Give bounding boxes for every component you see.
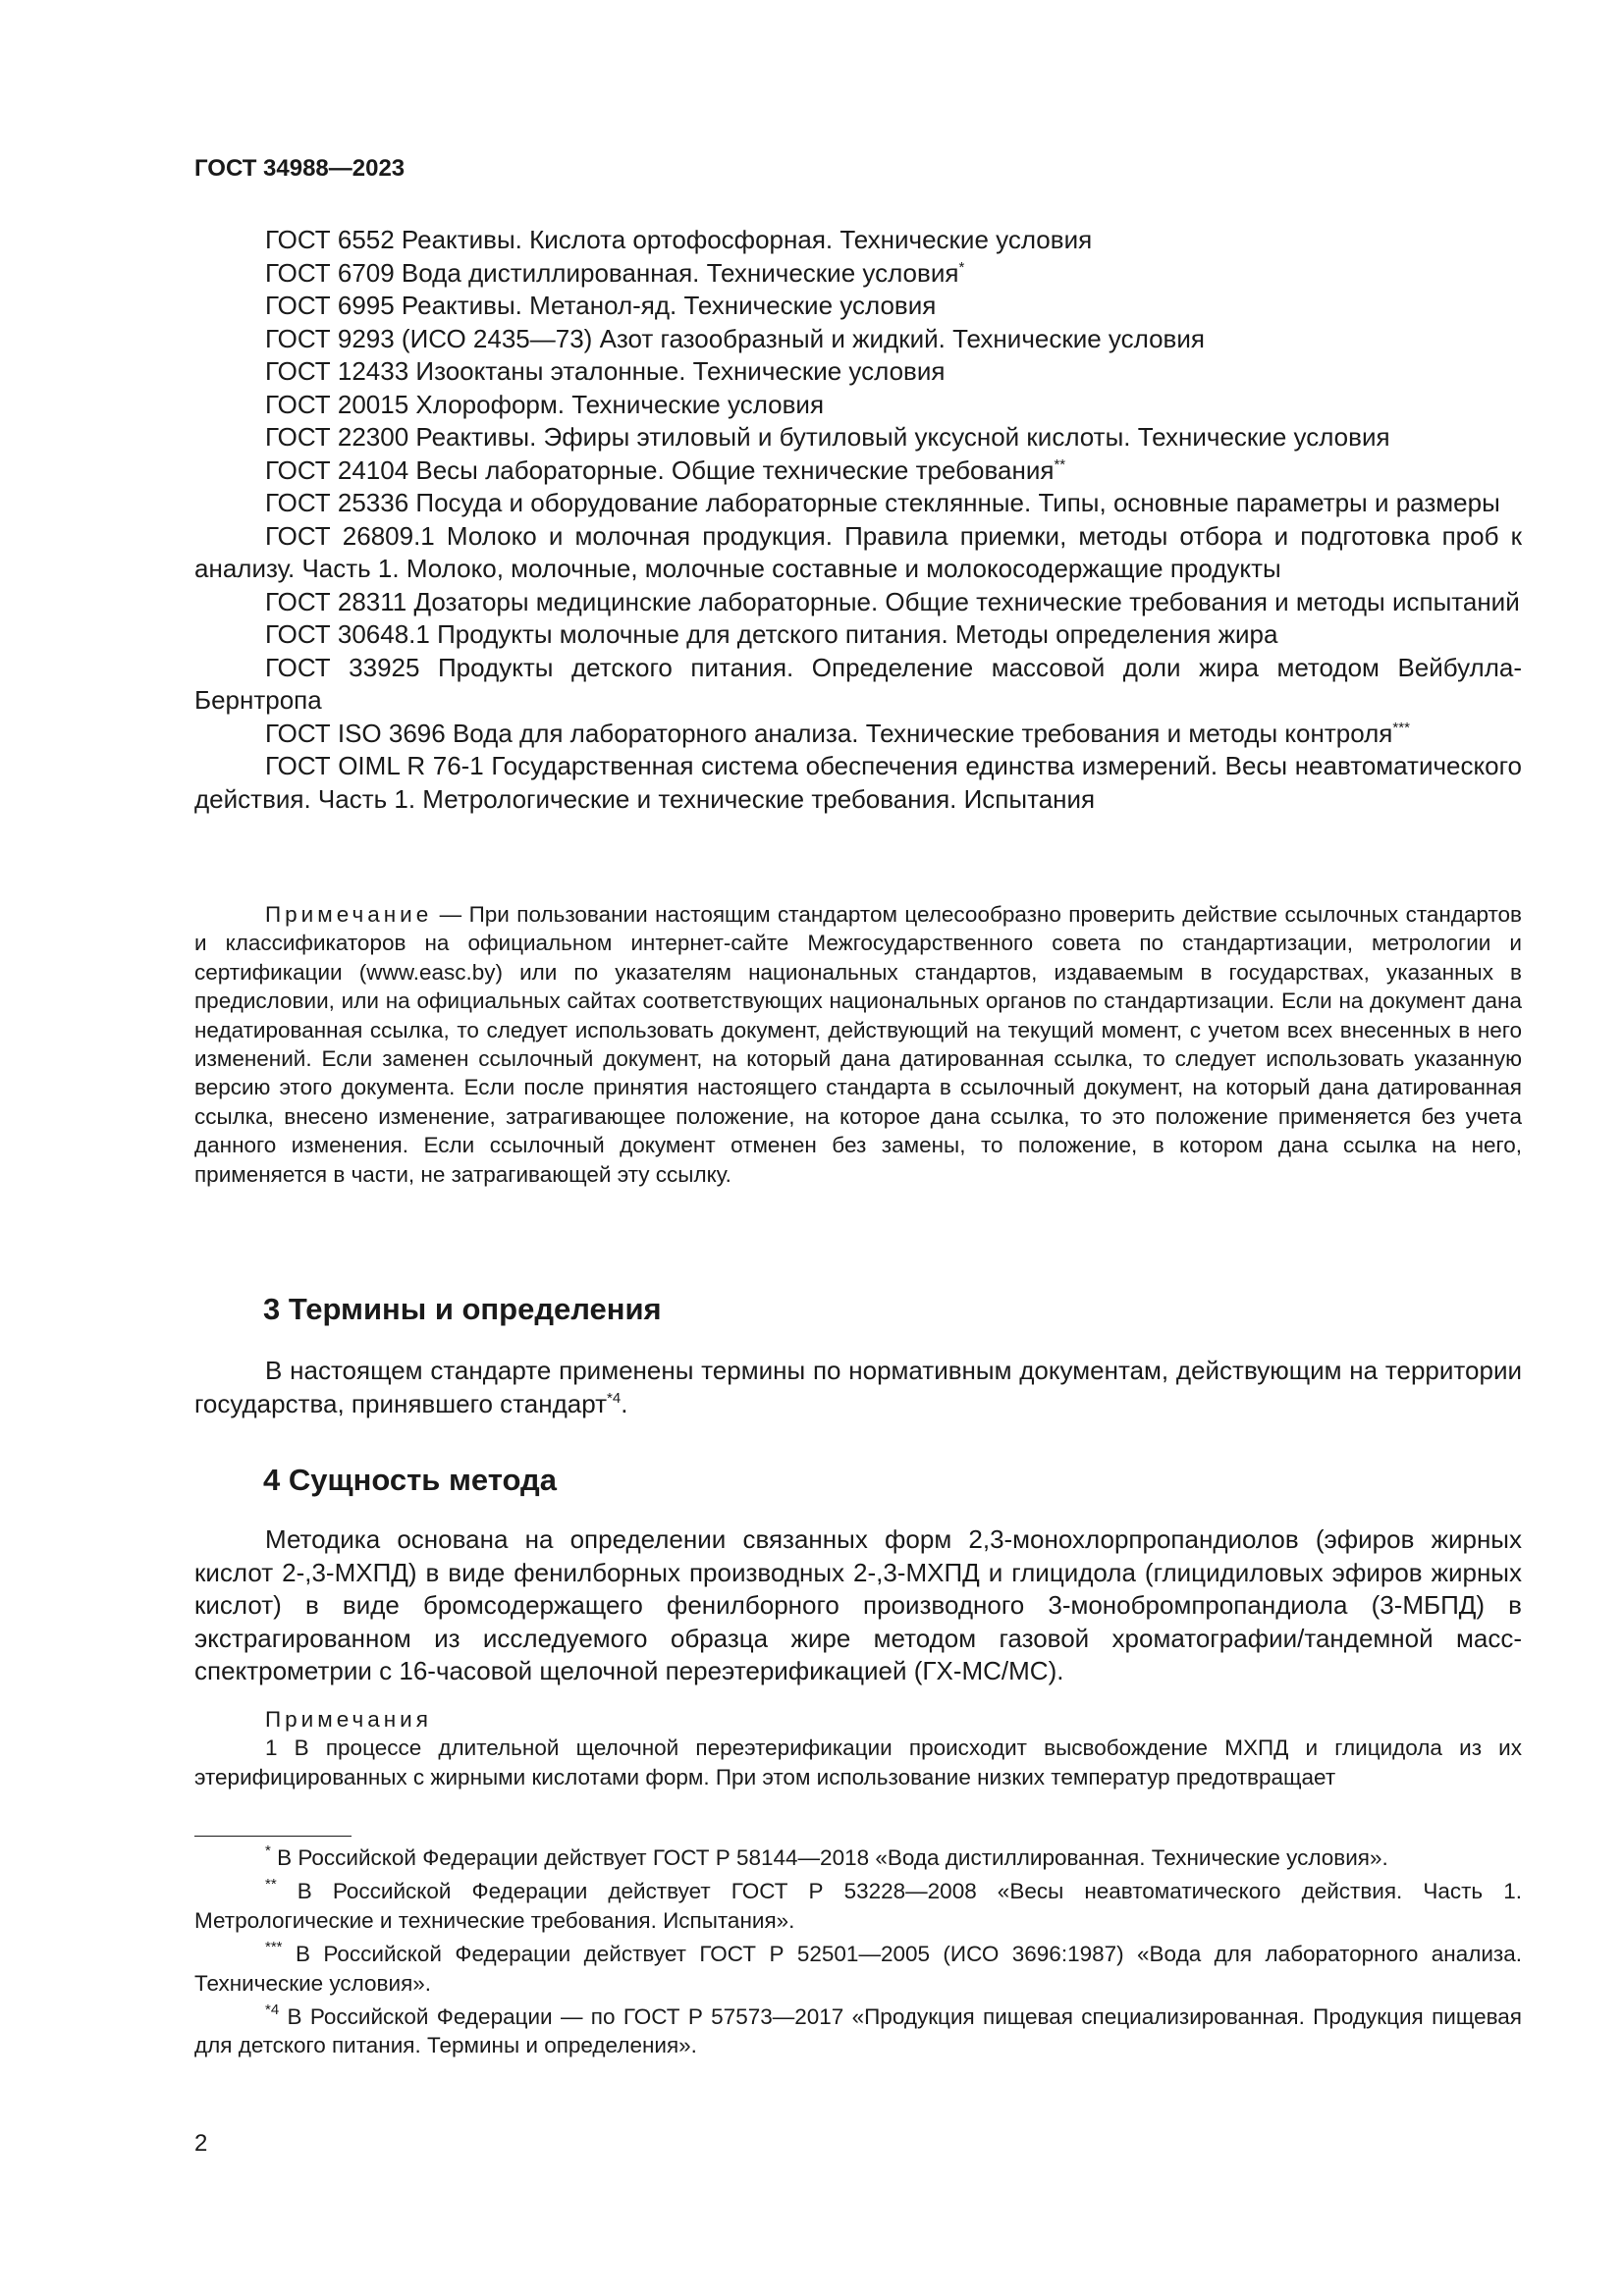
footnote-separator: [194, 1836, 352, 1837]
page-header: ГОСТ 34988—2023: [194, 155, 406, 182]
footnote-mark: *: [265, 1842, 271, 1859]
reference-item: ГОСТ ISO 3696 Вода для лабораторного анализа. Технические требования и методы контроля***: [265, 718, 1410, 748]
reference-item: ГОСТ 30648.1 Продукты молочные для детского питания. Методы определения жира: [265, 619, 1278, 649]
reference-item: ГОСТ 24104 Весы лабораторные. Общие технические требования**: [265, 454, 1066, 485]
footnote-mark: *: [958, 258, 965, 276]
page-number: 2: [194, 2130, 208, 2157]
footnote-mark: ***: [1392, 719, 1410, 736]
references-note: [194, 900, 1522, 1189]
reference-item: ГОСТ OIML R 76-1 Государственная система обеспечения единства измерений. Весы неавтоматического действия. Часть 1. Метрологические и технические требования. Испытания: [194, 751, 1522, 814]
footnote-mark: **: [265, 1876, 277, 1894]
note-item: 1 В процессе длительной щелочной переэтерификации происходит высвобождение МХПД и глицидола из их этерифицированных с жирными кислотами форм. При этом использование низких температур предотвращает: [194, 1735, 1522, 1789]
section-4-title: 4 Сущность метода: [263, 1463, 557, 1497]
footnote-mark: *4: [265, 2002, 280, 2019]
footnote-mark: ***: [265, 1939, 283, 1956]
normative-references-list: [194, 224, 1522, 816]
notes-label: Примечания: [265, 1707, 432, 1732]
reference-item: ГОСТ 28311 Дозаторы медицинские лабораторные. Общие технические требования и методы испытаний: [265, 586, 1520, 616]
note-text: — При пользовании настоящим стандартом целесообразно проверить действие ссылочных стандартов и классификаторов на официальном интернет-сайте Межгосударственного совета по стандартизации, метрологии и сертификации (www.easc.by) или по указателям национальных стандартов, издаваемым в государствах, указанных в предисловии, или на официальных сайтах соответствующих национальных органов по стандартизации. Если на документ дана недатированная ссылка, то следует использовать документ, действующий на текущий момент, с учетом всех внесенных в него изменений. Если заменен ссылочный документ, на который дана датированная ссылка, то следует использовать указанную версию этого документа. Если после принятия настоящего стандарта в ссылочный документ, на который дана датированная ссылка, внесено изменение, затрагивающее положение, на которое дана ссылка, то это положение применяется без учета данного изменения. Если ссылочный документ отменен без замены, то положение, в котором дана ссылка на него, применяется в части, не затрагивающей эту ссылку.: [194, 902, 1522, 1187]
footnote: $^{*4}$ В Российской Федерации — по ГОСТ Р 57573—2017 «Продукция пищевая специализированная. Продукция пищевая для детского питания. Термины и определения».: [194, 2002, 1522, 2058]
section-3-body: В настоящем стандарте применены термины по нормативным документам, действующим на территории государства, принявшего стандарт$^{*4}$.: [194, 1356, 1522, 1418]
section-4-body: Методика основана на определении связанных форм 2,3-монохлорпропандиолов (эфиров жирных кислот 2-,3-МХПД) в виде фенилборных производных 2-,3-МХПД и глицидола (глицидиловых эфиров жирных кислот) в виде бромсодержащего фенилборного производного 3-монобромпропандиола (3-МБПД) в экстрагированном из исследуемого образца жире методом газовой хроматографии/тандемной масс-спектрометрии с 16-часовой щелочной переэтерификацией (ГХ-МС/МС).: [194, 1524, 1522, 1685]
reference-item: ГОСТ 6709 Вода дистиллированная. Технические условия*: [265, 257, 965, 288]
footnote-mark: *4: [607, 1389, 622, 1407]
reference-item: ГОСТ 9293 (ИСО 2435—73) Азот газообразный и жидкий. Технические условия: [265, 323, 1205, 353]
note-label: Примечание: [265, 902, 433, 927]
reference-item: ГОСТ 22300 Реактивы. Эфиры этиловый и бутиловый уксусной кислоты. Технические условия: [265, 422, 1390, 452]
reference-item: ГОСТ 12433 Изооктаны эталонные. Технические условия: [265, 356, 946, 386]
reference-item: ГОСТ 6995 Реактивы. Метанол-яд. Технические условия: [265, 291, 937, 320]
reference-item: ГОСТ 6552 Реактивы. Кислота ортофосфорная. Технические условия: [265, 225, 1093, 254]
footnote-mark: **: [1054, 455, 1066, 473]
reference-item: ГОСТ 26809.1 Молоко и молочная продукция. Правила приемки, методы отбора и подготовка проб к анализу. Часть 1. Молоко, молочные, молочные составные и молокосодержащие продукты: [194, 520, 1522, 583]
footnote: ** В Российской Федерации действует ГОСТ Р 53228—2008 «Весы неавтоматического действия. Часть 1. Метрологические и технические требования. Испытания».: [194, 1876, 1522, 1933]
reference-item: ГОСТ 25336 Посуда и оборудование лабораторные стеклянные. Типы, основные параметры и размеры: [265, 488, 1500, 517]
reference-item: ГОСТ 20015 Хлороформ. Технические условия: [265, 389, 825, 419]
reference-item: ГОСТ 33925 Продукты детского питания. Определение массовой доли жира методом Вейбулла-Бернтропа: [194, 652, 1522, 715]
footnotes: [194, 1843, 1522, 2060]
footnote: * В Российской Федерации действует ГОСТ Р 58144—2018 «Вода дистиллированная. Технические условия».: [265, 1842, 1388, 1870]
footnote: *** В Российской Федерации действует ГОСТ Р 52501—2005 (ИСО 3696:1987) «Вода для лабораторного анализа. Технические условия».: [194, 1939, 1522, 1996]
section-3-title: 3 Термины и определения: [263, 1292, 662, 1326]
section-4-notes: [194, 1705, 1522, 1791]
